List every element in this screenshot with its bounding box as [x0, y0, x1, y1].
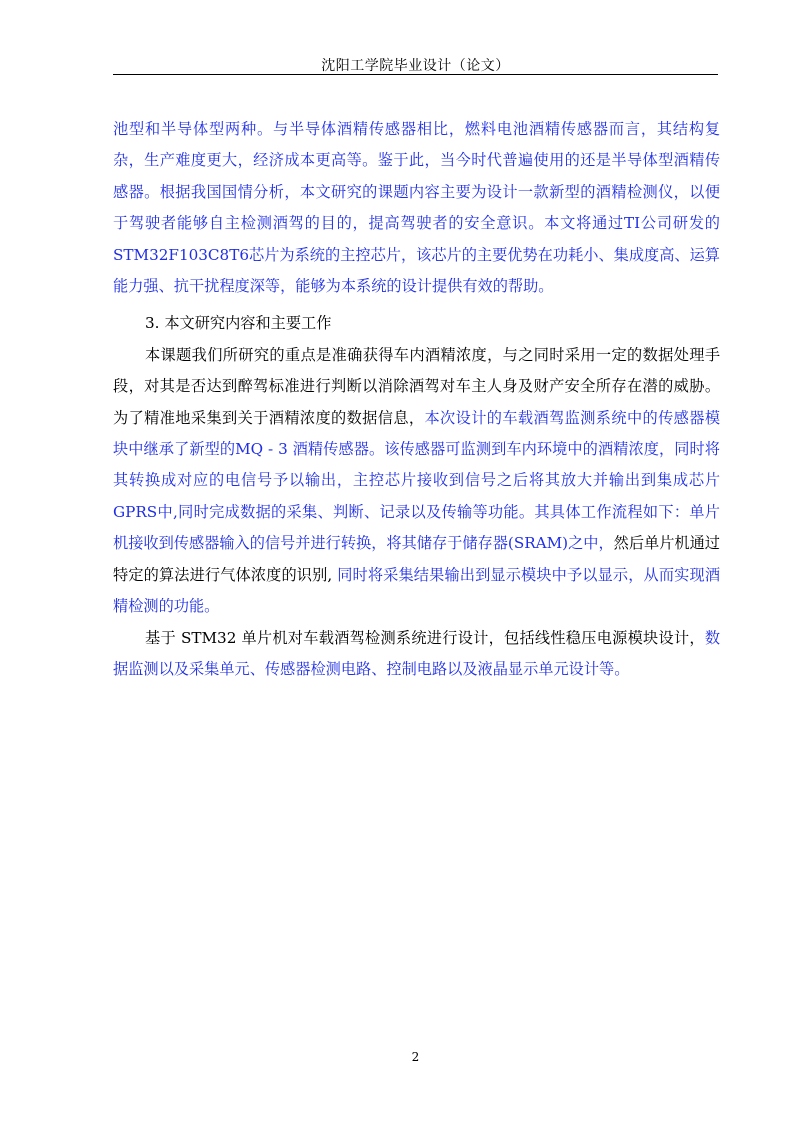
body-text — [113, 114, 720, 685]
paragraph-text: 然后单片机通过特定的算法进行气体浓度的识别, — [113, 534, 720, 584]
page-number: 2 — [411, 1050, 420, 1064]
paragraph-text: 池型和半导体型两种。与半导体酒精传感器相比，燃料电池酒精传感器而言，其结构复杂，生产难度更大，经济成本更高等。鉴于此，当今时代普遍使用的还是半导体型酒精传感器。根据我国国情分析，本文研究的课题内容主要为设计一款新型的酒精检测仪，以便于驾驶者能够自主检测酒驾的目的，提高驾驶者的安全意识。本文将通过TI公司研发的STM32F103C8T6芯片为系统的主控芯片，该芯片的主要优势在功耗小、集成度高、运算能力强、抗干扰程度深等，能够为本系统的设计提供有效的帮助。 — [113, 120, 720, 296]
paragraph-text-highlight: 本次设计的车载酒驾监测系统中的传感器模块中继承了新型的MQ - 3 酒精传感器。该传感器可监测到车内环境中的酒精浓度，同时将其转换成对应的电信号予以输出，主控芯片接收到信号之后将其放大并输出到集成芯片GPRS中,同时完成数据的采集、判断、记录以及传输等功能。其具体工作流程如下：单片机接收到传感器输入的信号并进行转换，将其储存于储存器(SRAM)之中， — [113, 408, 721, 553]
paragraph-text: 本课题我们所研究的重点是准确获得车内酒精浓度，与之同时采用一定的数据处理手段，对其是否达到醉驾标准进行判断以消除酒驾对车主人身及财产安全所存在潜的威胁。为了精准地采集到关于酒精浓度的数据信息， — [113, 345, 720, 427]
paragraph-research-content — [113, 340, 720, 623]
paragraph-text-highlight: 同时将采集结果输出到显示模块中予以显示，从而实现酒精检测的功能。 — [113, 565, 721, 616]
header-rule — [113, 74, 718, 75]
page-header: 沈阳工学院毕业设计（论文） — [321, 58, 510, 74]
paragraph-system-design — [113, 623, 720, 686]
section-heading: 3. 本文研究内容和主要工作 — [145, 314, 332, 333]
paragraph-text: 基于 STM32 单片机对车载酒驾检测系统进行设计，包括线性稳压电源模块设计， — [145, 628, 705, 647]
paragraph-text-highlight: 数据监测以及采集单元、传感器检测电路、控制电路以及液晶显示单元设计等。 — [113, 628, 720, 678]
paragraph-chip-selection — [113, 114, 720, 302]
